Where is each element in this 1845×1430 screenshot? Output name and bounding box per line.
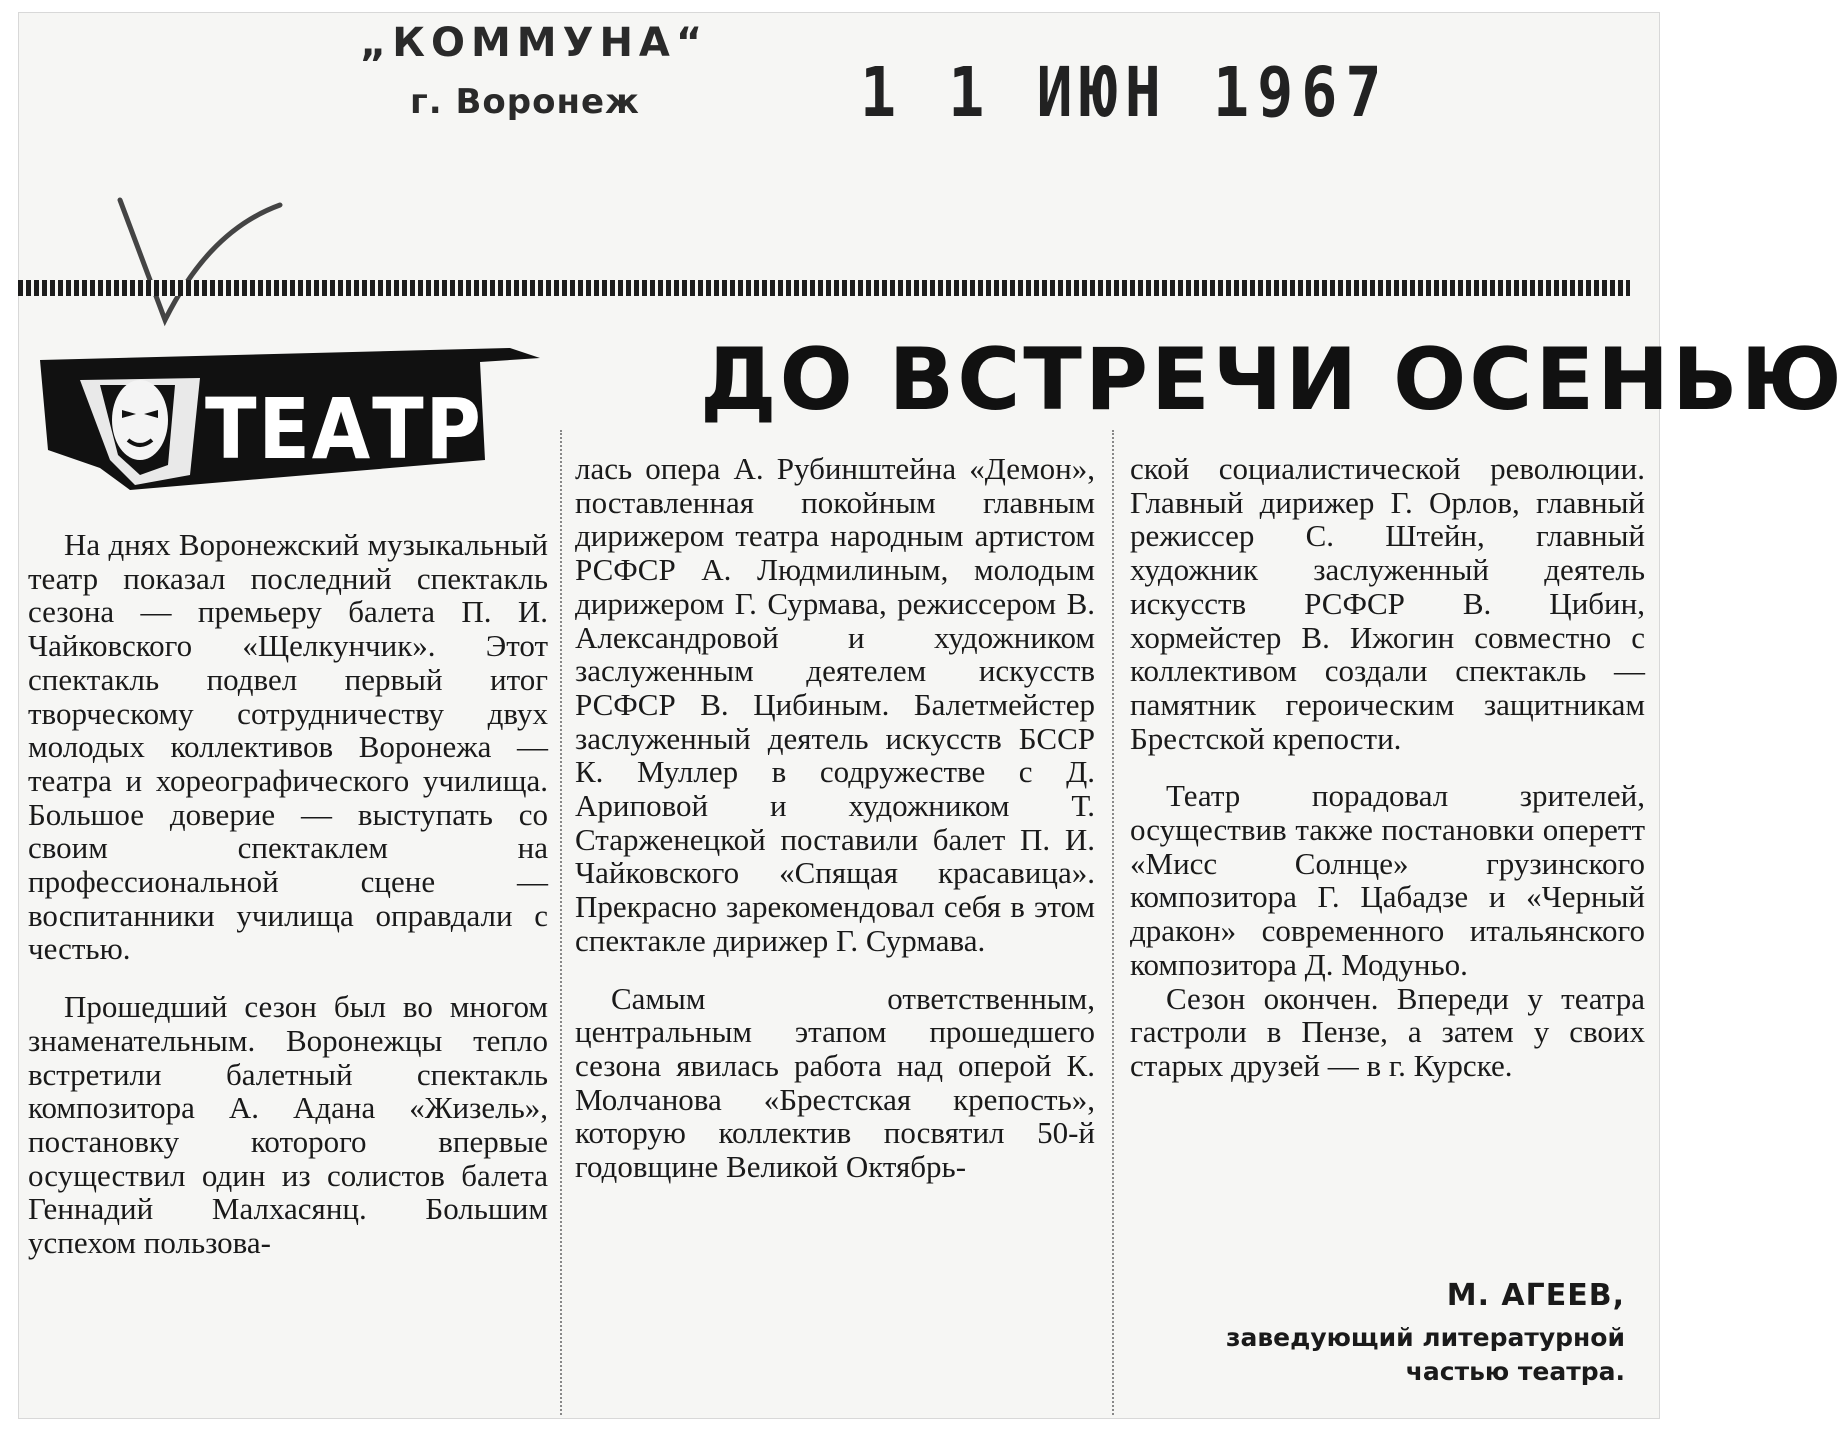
article-paragraph: Театр порадовал зрителей, осуществив также постановки оперетт «Мисс Солнце» грузинского композитора Г. Цабадзе и «Черный дракон» современного итальянского композитора Д. Модуньо. (1130, 778, 1645, 982)
author-position: заведующий литературной (1225, 1323, 1625, 1352)
article-column-3 (1130, 452, 1645, 1083)
city-stamp: г. Воронеж (410, 82, 640, 122)
article-headline: ДО ВСТРЕЧИ ОСЕНЬЮ (700, 330, 1845, 430)
author-signature (1170, 1278, 1625, 1389)
rubric-label: ТЕАТР (205, 380, 483, 478)
author-name: М. АГЕЕВ, (1446, 1278, 1625, 1313)
article-column-2 (575, 452, 1095, 1184)
article-paragraph: ской социалистической революции. Главный дирижер Г. Орлов, главный режиссер С. Штейн, главный художник заслуженный деятель искусств РСФСР В. Цибин, хормейстер В. Ижогин совместно с коллективом создали спектакль — памятник героическим защитникам Брестской крепости. (1130, 451, 1645, 756)
author-position: частью театра. (1405, 1357, 1625, 1386)
article-paragraph: лась опера А. Рубинштейна «Демон», поставленная покойным главным дирижером театра народным артистом РСФСР А. Людмилиным, молодым дирижером Г. Сурмава, режиссером В. Александровой и художником заслуженным деятелем искусств РСФСР В. Цибиным. Балетмейстер заслуженный деятель искусств БССР К. Муллер в содружестве с Д. Ариповой и художником Т. Старженецкой поставили балет П. И. Чайковского «Спящая красавица». Прекрасно зарекомендовал себя в этом спектакле дирижер Г. Сурмава. (575, 451, 1095, 958)
theatre-rubric (40, 340, 540, 495)
decorative-rule (18, 280, 1630, 296)
article-paragraph: Сезон окончен. Впереди у театра гастроли в Пензе, а затем у своих старых друзей — в г. Курске. (1130, 980, 1645, 1083)
pencil-checkmark-icon (110, 190, 290, 340)
column-divider (560, 430, 562, 1415)
date-stamp: 1 1 ИЮН 1967 (860, 52, 1390, 134)
article-paragraph: Прошедший сезон был во многом знаменательным. Воронежцы тепло встретили балетный спектакль композитора А. Адана «Жизель», постановку которого впервые осуществил один из солистов балета Геннадий Малхасянц. Большим успехом пользова- (28, 989, 548, 1261)
article-paragraph: Самым ответственным, центральным этапом прошедшего сезона явилась работа над оперой К. Молчанова «Брестская крепость», которую коллектив посвятил 50-й годовщине Великой Октябрь- (575, 980, 1095, 1185)
article-paragraph: На днях Воронежский музыкальный театр показал последний спектакль сезона — премьеру балета П. И. Чайковского «Щелкунчик». Этот спектакль подвел первый итог творческому сотрудничеству двух молодых коллективов Воронежа — театра и хореографического училища. Большое доверие — выступать со своим спектаклем на профессиональной сцене — воспитанники училища оправдали с честью. (28, 527, 548, 967)
article-column-1 (28, 528, 548, 1260)
column-divider (1112, 430, 1114, 1415)
newspaper-name-stamp: „КОММУНА“ (360, 20, 709, 66)
